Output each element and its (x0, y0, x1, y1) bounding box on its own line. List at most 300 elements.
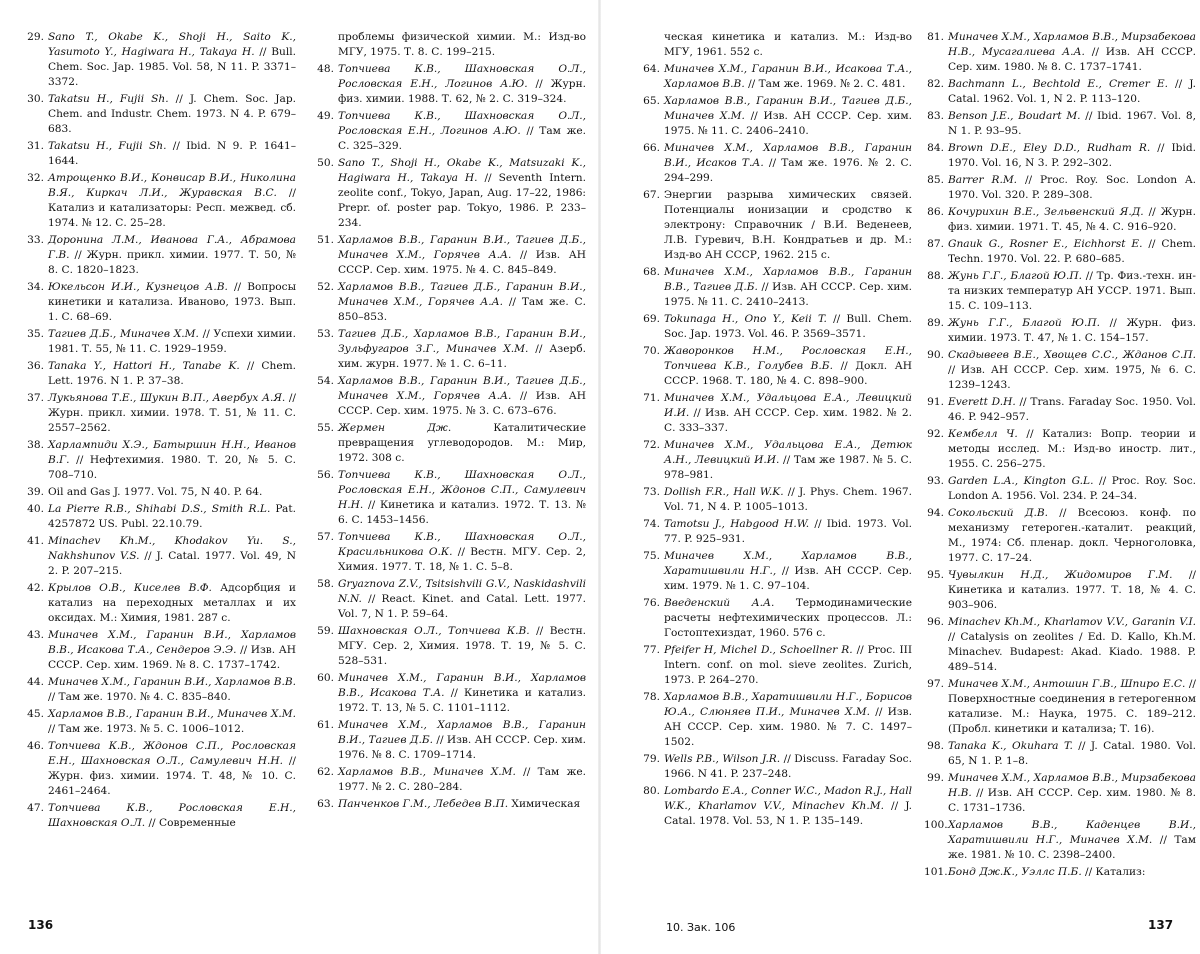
reference-entry (924, 474, 1196, 504)
reference-text: // Журн. прикл. химии. 1977. Т. 50, № 8. С. 1820–1823. (48, 249, 296, 276)
reference-number: 52. (317, 281, 334, 293)
reference-number: 49. (317, 110, 334, 122)
reference-number: 100. (924, 819, 948, 831)
reference-entry (314, 109, 586, 154)
reference-authors: Gnauk G., Rosner E., Eichhorst E. (948, 238, 1143, 250)
reference-text: // J. Phys. Chem. 1967. Vol. 71, N 4. P. 1005–1013. (664, 486, 912, 513)
reference-number: 62. (317, 766, 334, 778)
reference-authors: Benson J.E., Boudart M. (948, 110, 1081, 122)
reference-text: Энергии разрыва химических связей. Потенциалы ионизации и сродство к электрону: Справочник / В.И. Веденеев, Л.В. Гуревич, В.Н. Кондратьев и др. М.: Изд-во АН СССР, 1962. 215 с. (664, 189, 912, 261)
reference-entry (24, 534, 296, 579)
reference-entry (24, 438, 296, 483)
reference-entry (24, 707, 296, 737)
reference-number: 66. (643, 142, 660, 154)
reference-authors: La Pierre R.B., Shihabi D.S., Smith R.L. (48, 503, 271, 515)
reference-number: 57. (317, 531, 334, 543)
reference-text: // Там же. 1977. № 2. С. 280–284. (338, 766, 587, 793)
reference-number: 45. (27, 708, 44, 720)
reference-text: // Журн. физ. химии. 1974. Т. 48, № 10. С. 2461–2464. (48, 755, 296, 797)
reference-text: // Proc. Roy. Soc. London A. 1970. Vol. 320. P. 289–308. (948, 174, 1196, 201)
reference-text: // Изв. АН СССР. Сер. хим. 1976. № 8. С. 1709–1714. (338, 734, 586, 761)
reference-number: 78. (643, 691, 660, 703)
reference-text: Pat. 4257872 US. Publ. 22.10.79. (48, 503, 296, 530)
reference-entry (640, 141, 912, 186)
reference-authors: Миначев Х.М., Харламов В.В., Гаранин В.И., Исаков Т.А. (664, 142, 912, 169)
reference-authors: Bachmann L., Bechtold E., Cremer E. (948, 78, 1168, 90)
reference-entry (314, 30, 586, 60)
reference-number: 69. (643, 313, 660, 325)
reference-number: 48. (317, 63, 334, 75)
reference-authors: Скадывеев В.Е., Хвощев С.С., Жданов С.П. (948, 349, 1196, 361)
reference-entry (924, 677, 1196, 737)
reference-text: Химическая (508, 798, 581, 810)
reference-entry (924, 395, 1196, 425)
reference-text: // Там же. С. 325–329. (338, 125, 586, 152)
reference-authors: Wells P.B., Wilson J.R. (664, 753, 781, 765)
reference-entry (924, 771, 1196, 816)
reference-text: // Chem. Techn. 1970. Vol. 22. P. 680–685. (948, 238, 1196, 265)
reference-authors: Кембелл Ч. (948, 428, 1018, 440)
reference-entry (640, 391, 912, 436)
reference-text: // Кинетика и катализ. 1972. Т. 13, № 5. С. 1101–1112. (338, 687, 586, 714)
reference-number: 53. (317, 328, 334, 340)
reference-entry (640, 690, 912, 750)
reference-entry (924, 568, 1196, 613)
reference-authors: Minachev Kh.M., Kharlamov V.V., Garanin V.I. (948, 616, 1196, 628)
reference-authors: Миначев Х.М., Харламов В.В., Гаранин В.И., Тагиев Д.Б. (338, 719, 586, 746)
reference-text: // Изв. АН СССР. Сер. хим. 1979. № 1. С. 97–104. (664, 565, 912, 592)
reference-text: // Ibid. N 9. P. 1641–1644. (48, 140, 296, 167)
reference-entry (314, 421, 586, 466)
reference-number: 83. (927, 110, 944, 122)
reference-number: 67. (643, 189, 660, 201)
reference-text: // Вестн. МГУ. Сер. 2, Химия. 1978. Т. 19, № 5. С. 528–531. (338, 625, 586, 667)
reference-entry (24, 359, 296, 389)
reference-text: // Там же. 1976. № 2. С. 294–299. (664, 157, 912, 184)
reference-authors: Takatsu H., Fujii Sh. (48, 93, 169, 105)
reference-number: 75. (643, 550, 660, 562)
reference-authors: Шахновская О.Л., Топчиева К.В. (338, 625, 530, 637)
reference-authors: Топчиева К.В., Рословская Е.Н., Шахновская О.Л. (48, 802, 296, 829)
reference-authors: Миначев Х.М., Удальцова Е.А., Детюк А.Н., Левицкий И.И. (664, 439, 912, 466)
reference-entry (314, 62, 586, 107)
reference-entry (924, 615, 1196, 675)
reference-number: 71. (643, 392, 660, 404)
reference-entry (24, 675, 296, 705)
reference-text: // Proc. III Intern. conf. on mol. sieve zeolites. Zurich, 1973. P. 264–270. (664, 644, 913, 686)
reference-number: 80. (643, 785, 660, 797)
reference-authors: Тагиев Д.Б., Миначев Х.М. (48, 328, 199, 340)
reference-entry (314, 280, 586, 325)
reference-authors: Миначев Х.М., Харламов В.В., Харатишвили Н.Г., (664, 550, 912, 577)
reference-authors: Миначев Х.М., Гаранин В.И., Исакова Т.А., Харламов В.В. (664, 63, 912, 90)
reference-text: // Изв. АН СССР. Сер. хим. 1975. № 11. С. 2410–2413. (664, 281, 912, 308)
reference-entry (314, 624, 586, 669)
reference-number: 74. (643, 518, 660, 530)
reference-number: 40. (27, 503, 44, 515)
reference-text: // J. Catal. 1978. Vol. 53, N 1. P. 135–149. (664, 800, 912, 827)
reference-entry (24, 92, 296, 137)
reference-entry (24, 485, 296, 500)
reference-number: 36. (27, 360, 44, 372)
reference-entry (640, 344, 912, 389)
reference-number: 38. (27, 439, 44, 451)
reference-entry (24, 801, 296, 831)
reference-text: // Кинетика и катализ. 1972. Т. 13. № 6. С. 1453–1456. (338, 499, 586, 526)
reference-entry (24, 280, 296, 325)
reference-number: 30. (27, 93, 44, 105)
reference-entry (314, 718, 586, 763)
reference-entry (314, 765, 586, 795)
reference-authors: Tamotsu J., Habgood H.W. (664, 518, 810, 530)
reference-entry (640, 30, 912, 60)
reference-entry (314, 374, 586, 419)
reference-column-4 (924, 30, 1196, 882)
reference-text: // Ibid. 1967. Vol. 8, N 1. P. 93–95. (948, 110, 1197, 137)
reference-authors: Tanaka K., Okuhara T. (948, 740, 1073, 752)
reference-column-1 (24, 30, 296, 833)
reference-number: 65. (643, 95, 660, 107)
reference-entry (640, 265, 912, 310)
reference-number: 85. (927, 174, 944, 186)
reference-entry (924, 237, 1196, 267)
reference-authors: Топчиева К.В., Шахновская О.Л., Рословская Е.Н., Ждонов С.П., Самулевич Н.Н. (338, 469, 586, 511)
reference-entry (24, 739, 296, 799)
reference-entry (924, 77, 1196, 107)
reference-text: // Вопросы кинетики и катализа. Иваново, 1973. Вып. 1. С. 68–69. (48, 281, 296, 323)
book-gutter (598, 0, 601, 954)
reference-text: // Катализ и катализаторы: Респ. межвед. сб. 1974. № 12. С. 25–28. (48, 187, 296, 229)
reference-text: // Там же. С. 850–853. (338, 296, 587, 323)
reference-number: 34. (27, 281, 44, 293)
reference-number: 61. (317, 719, 334, 731)
reference-number: 35. (27, 328, 44, 340)
reference-authors: Tanaka Y., Hattori H., Tanabe K. (48, 360, 240, 372)
reference-authors: Sano T., Shoji H., Okabe K., Matsuzaki K., Hagiwara H., Takaya H. (338, 157, 586, 184)
reference-text: проблемы физической химии. М.: Изд-во МГУ, 1975. Т. 8. С. 199–215. (338, 31, 586, 58)
reference-authors: Миначев Х.М., Харламов В.В., Мирзабекова Н.В., Мусагалиева А.А. (948, 31, 1196, 58)
reference-authors: Tokunaga H., Ono Y., Keii T. (664, 313, 827, 325)
reference-authors: Миначев Х.М., Гаранин В.И., Харламов В.В. (48, 676, 296, 688)
reference-number: 76. (643, 597, 660, 609)
reference-entry (314, 468, 586, 528)
reference-entry (640, 517, 912, 547)
reference-number: 31. (27, 140, 44, 152)
reference-entry (924, 427, 1196, 472)
reference-entry (24, 139, 296, 169)
reference-entry (924, 348, 1196, 393)
reference-authors: Dollish F.R., Hall W.K. (664, 486, 784, 498)
reference-authors: Лукьянова Т.Е., Шукин В.П., Авербух А.Я. (48, 392, 286, 404)
reference-number: 51. (317, 234, 334, 246)
reference-column-3 (640, 30, 912, 831)
reference-text: // Ibid. 1970. Vol. 16, N 3. P. 292–302. (948, 142, 1196, 169)
reference-number: 99. (927, 772, 944, 784)
reference-text: // J. Chem. Soc. Jap. Chem. and Industr. Chem. 1973. N 4. P. 679–683. (48, 93, 296, 135)
reference-number: 56. (317, 469, 334, 481)
reference-entry (924, 30, 1196, 75)
reference-number: 54. (317, 375, 334, 387)
reference-entry (924, 173, 1196, 203)
reference-number: 46. (27, 740, 44, 752)
reference-text: // Тр. Физ.-техн. ин-та низких температур АН УССР. 1971. Вып. 15. С. 109–113. (948, 270, 1197, 312)
reference-column-2 (314, 30, 586, 814)
reference-text: // Там же 1987. № 5. С. 978–981. (664, 454, 913, 481)
reference-number: 94. (927, 507, 944, 519)
reference-text: // Кинетика и катализ. 1977. Т. 18, № 4. С. 903–906. (948, 569, 1196, 611)
reference-number: 87. (927, 238, 944, 250)
reference-entry (24, 233, 296, 278)
reference-entry (24, 391, 296, 436)
reference-entry (640, 438, 912, 483)
reference-text: // Изв. АН СССР. Сер. хим. 1975. № 11. С. 2406–2410. (664, 110, 913, 137)
reference-entry (924, 865, 1196, 880)
reference-number: 96. (927, 616, 944, 628)
reference-number: 55. (317, 422, 334, 434)
reference-number: 39. (27, 486, 44, 498)
reference-entry (314, 671, 586, 716)
reference-number: 89. (927, 317, 944, 329)
reference-authors: Панченков Г.М., Лебедев В.П. (338, 798, 509, 810)
reference-authors: Lombardo E.A., Conner W.C., Madon R.J., Hall W.K., Kharlamov V.V., Minachev Kh.M. (664, 785, 912, 812)
reference-authors: Миначев Х.М., Гаранин В.И., Харламов В.В., Исакова Т.А., Сендеров Э.Э. (48, 629, 296, 656)
reference-text: // Катализ: Вопр. теории и методы исслед. М.: Изд-во иностр. лит., 1955. С. 256–275. (948, 428, 1196, 470)
reference-authors: Чувылкин Н.Д., Жидомиров Г.М. (948, 569, 1173, 581)
reference-entry (640, 485, 912, 515)
reference-entry (24, 628, 296, 673)
reference-text: // Изв. АН СССР. Сер. хим. 1980. № 8. С. 1737–1741. (948, 46, 1196, 73)
reference-authors: Жаворонков Н.М., Рословская Е.Н., Топчиева К.В., Голубев В.Б. (664, 345, 912, 372)
reference-number: 41. (27, 535, 44, 547)
reference-text: // Bull. Chem. Soc. Jap. 1985. Vol. 58, N 11. P. 3371–3372. (48, 46, 297, 88)
reference-entry (924, 205, 1196, 235)
reference-entry (24, 581, 296, 626)
reference-authors: Харламов В.В., Гаранин В.И., Тагиев Д.Б., Миначев Х.М. (664, 95, 912, 122)
reference-authors: Миначев Х.М., Харламов В.В., Мирзабекова Н.В. (948, 772, 1196, 799)
reference-number: 29. (27, 31, 44, 43)
reference-text: // Катализ: (1081, 866, 1146, 878)
reference-entry (924, 818, 1196, 863)
reference-text: // Bull. Chem. Soc. Jap. 1973. Vol. 46. P. 3569–3571. (664, 313, 912, 340)
reference-authors: Сокольский Д.В. (948, 507, 1048, 519)
reference-text: // Seventh Intern. zeolite conf., Tokyo, Japan, Aug. 17–22, 1986: Prepr. of. poster pap. Tokyo, 1986. P. 233–234. (338, 172, 587, 229)
reference-authors: Харламов В.В., Гаранин В.И., Тагиев Д.Б., Миначев Х.М., Горячев А.А. (338, 234, 586, 261)
reference-text: // Современные (145, 817, 236, 829)
reference-text: // J. Catal. 1962. Vol. 1, N 2. P. 113–120. (948, 78, 1196, 105)
reference-number: 97. (927, 678, 944, 690)
reference-entry (924, 109, 1196, 139)
reference-number: 50. (317, 157, 334, 169)
reference-text: // Журн. физ. химии. 1973. Т. 47, № 1. С. 154–157. (948, 317, 1196, 344)
reference-text: // Там же. 1970. № 4. С. 835–840. (48, 691, 231, 703)
reference-authors: Миначев Х.М., Удальцова Е.А., Левицкий И.И. (664, 392, 912, 419)
reference-number: 82. (927, 78, 944, 90)
reference-entry (640, 752, 912, 782)
reference-text: // Журн. физ. химии. 1971. Т. 45, № 4. С. 916–920. (948, 206, 1196, 233)
reference-authors: Миначев Х.М., Гаранин В.И., Харламов В.В., Исакова Т.А. (338, 672, 586, 699)
reference-number: 101. (924, 866, 948, 878)
reference-authors: Жунь Г.Г., Благой Ю.П. (948, 270, 1083, 282)
reference-number: 32. (27, 172, 44, 184)
reference-number: 43. (27, 629, 44, 641)
reference-authors: Топчиева К.В., Ждонов С.П., Рословская Е.Н., Шахновская О.Л., Самулевич Н.Н. (48, 740, 296, 767)
reference-number: 86. (927, 206, 944, 218)
reference-text: // Там же. 1969. № 2. С. 481. (744, 78, 906, 90)
reference-authors: Everett D.H. (948, 396, 1016, 408)
reference-number: 92. (927, 428, 944, 440)
reference-text: // Журн. физ. химии. 1988. Т. 62, № 2. С. 319–324. (338, 78, 586, 105)
reference-number: 73. (643, 486, 660, 498)
reference-text: // J. Catal. 1980. Vol. 65, N 1. P. 1–8. (948, 740, 1197, 767)
reference-text: // Trans. Faraday Soc. 1950. Vol. 46. P. 942–957. (948, 396, 1196, 423)
reference-entry (640, 784, 912, 829)
reference-text: // React. Kinet. and Catal. Lett. 1977. Vol. 7, N 1. P. 59–64. (338, 593, 586, 620)
reference-authors: Харламов В.В., Гаранин В.И., Миначев Х.М. (48, 708, 296, 720)
reference-number: 60. (317, 672, 334, 684)
reference-entry (314, 233, 586, 278)
reference-authors: Minachev Kh.M., Khodakov Yu. S., Nakhshunov V.S. (48, 535, 296, 562)
reference-number: 98. (927, 740, 944, 752)
reference-authors: Barrer R.M. (948, 174, 1018, 186)
reference-authors: Харламов В.В., Харатишвили Н.Г., Борисов Ю.А., Слюняев П.И., Миначев Х.М. (664, 691, 912, 718)
reference-entry (640, 94, 912, 139)
reference-number: 91. (927, 396, 944, 408)
reference-text: // Нефтехимия. 1980. Т. 20, № 5. С. 708–710. (48, 454, 296, 481)
reference-entry (314, 530, 586, 575)
reference-text: // Успехи химии. 1981. Т. 55, № 11. С. 1929–1959. (48, 328, 296, 355)
reference-text: // Там же. 1981. № 10. С. 2398–2400. (948, 834, 1196, 861)
reference-text: // J. Catal. 1977. Vol. 49, N 2. P. 207–215. (48, 550, 296, 577)
reference-entry (924, 316, 1196, 346)
reference-authors: Топчиева К.В., Шахновская О.Л., Рословская Е.Н., Логинов А.Ю. (338, 63, 586, 90)
reference-entry (24, 171, 296, 231)
reference-authors: Кочурихин В.Е., Зельвенский Я.Д. (948, 206, 1144, 218)
reference-number: 79. (643, 753, 660, 765)
reference-number: 64. (643, 63, 660, 75)
reference-text: // Докл. АН СССР. 1968. Т. 180, № 4. С. 898–900. (664, 360, 913, 387)
reference-text: // Discuss. Faraday Soc. 1966. N 41. P. 237–248. (664, 753, 912, 780)
reference-text: Адсорбция и катализ на переходных металлах и их оксидах. М.: Химия, 1981. 287 с. (48, 582, 296, 624)
reference-entry (24, 502, 296, 532)
reference-text: // Поверхностные соединения в гетерогенном катализе. М.: Наука, 1975. С. 189–212. (Пробл. кинетики и катализа; Т. 16). (948, 678, 1196, 735)
reference-entry (640, 62, 912, 92)
reference-number: 95. (927, 569, 944, 581)
reference-text: // Изв. АН СССР. Сер. хим. 1980. № 7. С. 1497–1502. (664, 706, 912, 748)
reference-authors: Харламов В.В., Тагиев Д.Б., Гаранин В.И., Миначев Х.М., Горячев А.А. (338, 281, 586, 308)
reference-authors: Топчиева К.В., Шахновская О.Л., Рословская Е.Н., Логинов А.Ю. (338, 110, 586, 137)
page-number-right: 137 (1148, 918, 1174, 932)
reference-authors: Доронина Л.М., Иванова Г.А., Абрамова Г.В. (48, 234, 296, 261)
reference-text: // Изв. АН СССР. Сер. хим. 1975. № 4. С. 845–849. (338, 249, 586, 276)
signature-mark: 10. Зак. 106 (666, 921, 736, 934)
reference-number: 81. (927, 31, 944, 43)
reference-authors: Харламов В.В., Миначев Х.М. (338, 766, 516, 778)
reference-text: // Ibid. 1973. Vol. 77. P. 925–931. (664, 518, 912, 545)
reference-authors: Топчиева К.В., Шахновская О.Л., Красильникова О.К. (338, 531, 586, 558)
reference-number: 44. (27, 676, 44, 688)
reference-text: // Catalysis on zeolites / Ed. D. Kallo, Kh.M. Minachev. Budapest: Akad. Kiado. 1988. P. 489–514. (948, 631, 1196, 673)
reference-entry (924, 506, 1196, 566)
reference-authors: Жунь Г.Г., Благой Ю.П. (948, 317, 1100, 329)
reference-authors: Юкельсон И.И., Кузнецов А.В. (48, 281, 228, 293)
reference-text: Термодинамические расчеты нефтехимических процессов. Л.: Гостоптехиздат, 1960. 576 с. (664, 597, 912, 639)
reference-entry (314, 327, 586, 372)
reference-authors: Sano T., Okabe K., Shoji H., Saito K., Yasumoto Y., Hagiwara H., Takaya H. (48, 31, 296, 58)
reference-authors: Brown D.E., Eley D.D., Rudham R. (948, 142, 1151, 154)
reference-number: 88. (927, 270, 944, 282)
reference-number: 70. (643, 345, 660, 357)
reference-text: // Изв. АН СССР. Сер. хим. 1975, № 6. С. 1239–1243. (948, 364, 1196, 391)
reference-number: 72. (643, 439, 660, 451)
reference-entry (640, 312, 912, 342)
reference-text: // Вестн. МГУ. Сер. 2, Химия. 1977. Т. 18, № 1. С. 5–8. (338, 546, 586, 573)
reference-text: // Журн. прикл. химии. 1978. Т. 51, № 11. С. 2557–2562. (48, 392, 297, 434)
reference-authors: Бонд Дж.К., Уэллс П.Б. (948, 866, 1082, 878)
reference-authors: Миначев Х.М., Харламов В.В., Гаранин В.В., Тагиев Д.Б. (664, 266, 912, 293)
reference-authors: Крылов О.В., Киселев В.Ф. (48, 582, 212, 594)
reference-entry (640, 596, 912, 641)
reference-authors: Харламов В.В., Гаранин В.И., Тагиев Д.Б., Миначев Х.М., Горячев А.А. (338, 375, 586, 402)
reference-entry (24, 327, 296, 357)
reference-entry (924, 739, 1196, 769)
reference-text: // Proc. Roy. Soc. London A. 1956. Vol. 234. P. 24–34. (948, 475, 1196, 502)
reference-text: // Там же. 1973. № 5. С. 1006–1012. (48, 723, 245, 735)
reference-text: // Chem. Lett. 1976. N 1. P. 37–38. (48, 360, 297, 387)
reference-number: 33. (27, 234, 44, 246)
reference-authors: Введенский А.А. (664, 597, 775, 609)
reference-entry (924, 141, 1196, 171)
reference-authors: Тагиев Д.Б., Харламов В.В., Гаранин В.И., Зульфугаров З.Г., Миначев Х.М. (338, 328, 586, 355)
reference-number: 93. (927, 475, 944, 487)
reference-number: 37. (27, 392, 44, 404)
reference-authors: Харламов В.В., Каденцев В.И., Харатишвили Н.Г., Миначев Х.М. (948, 819, 1196, 846)
page-number-left: 136 (28, 918, 54, 932)
reference-authors: Takatsu H., Fujii Sh. (48, 140, 167, 152)
reference-text: Каталитические превращения углеводородов. М.: Мир, 1972. 308 с. (338, 422, 586, 464)
reference-entry (640, 549, 912, 594)
reference-text: // Изв. АН СССР. Сер. хим. 1975. № 3. С. 673–676. (338, 390, 586, 417)
reference-authors: Миначев Х.М., Антошин Г.В., Шпиро Е.С. (948, 678, 1186, 690)
reference-number: 42. (27, 582, 44, 594)
reference-number: 77. (643, 644, 660, 656)
reference-authors: Харлампиди Х.Э., Батыршин Н.Н., Иванов В.Г. (48, 439, 296, 466)
reference-number: 68. (643, 266, 660, 278)
reference-entry (24, 30, 296, 90)
reference-authors: Жермен Дж. (338, 422, 452, 434)
reference-authors: Garden L.A., Kington G.L. (948, 475, 1094, 487)
reference-entry (314, 577, 586, 622)
reference-text: // Изв. АН СССР. Сер. хим. 1969. № 8. С. 1737–1742. (48, 644, 296, 671)
reference-text: Oil and Gas J. 1977. Vol. 75, N 40. P. 64. (48, 486, 263, 498)
reference-entry (640, 643, 912, 688)
reference-entry (640, 188, 912, 263)
reference-entry (924, 269, 1196, 314)
reference-number: 47. (27, 802, 44, 814)
reference-number: 90. (927, 349, 944, 361)
reference-authors: Атрощенко В.И., Конвисар В.И., Николина В.Я., Киркач Л.И., Журавская В.С. (48, 172, 296, 199)
reference-text: ческая кинетика и катализ. М.: Изд-во МГУ, 1961. 552 с. (664, 31, 912, 58)
reference-authors: Gryaznova Z.V., Tsitsishvili G.V., Naskidashvili N.N. (338, 578, 586, 605)
reference-number: 59. (317, 625, 334, 637)
reference-text: // Изв. АН СССР. Сер. хим. 1980. № 8. С. 1731–1736. (948, 787, 1196, 814)
reference-authors: Pfeifer H, Michel D., Schoellner R. (664, 644, 853, 656)
reference-number: 63. (317, 798, 334, 810)
reference-entry (314, 797, 586, 812)
reference-text: // Азерб. хим. журн. 1977. № 1. С. 6–11. (338, 343, 586, 370)
reference-number: 84. (927, 142, 944, 154)
reference-number: 58. (317, 578, 334, 590)
reference-entry (314, 156, 586, 231)
